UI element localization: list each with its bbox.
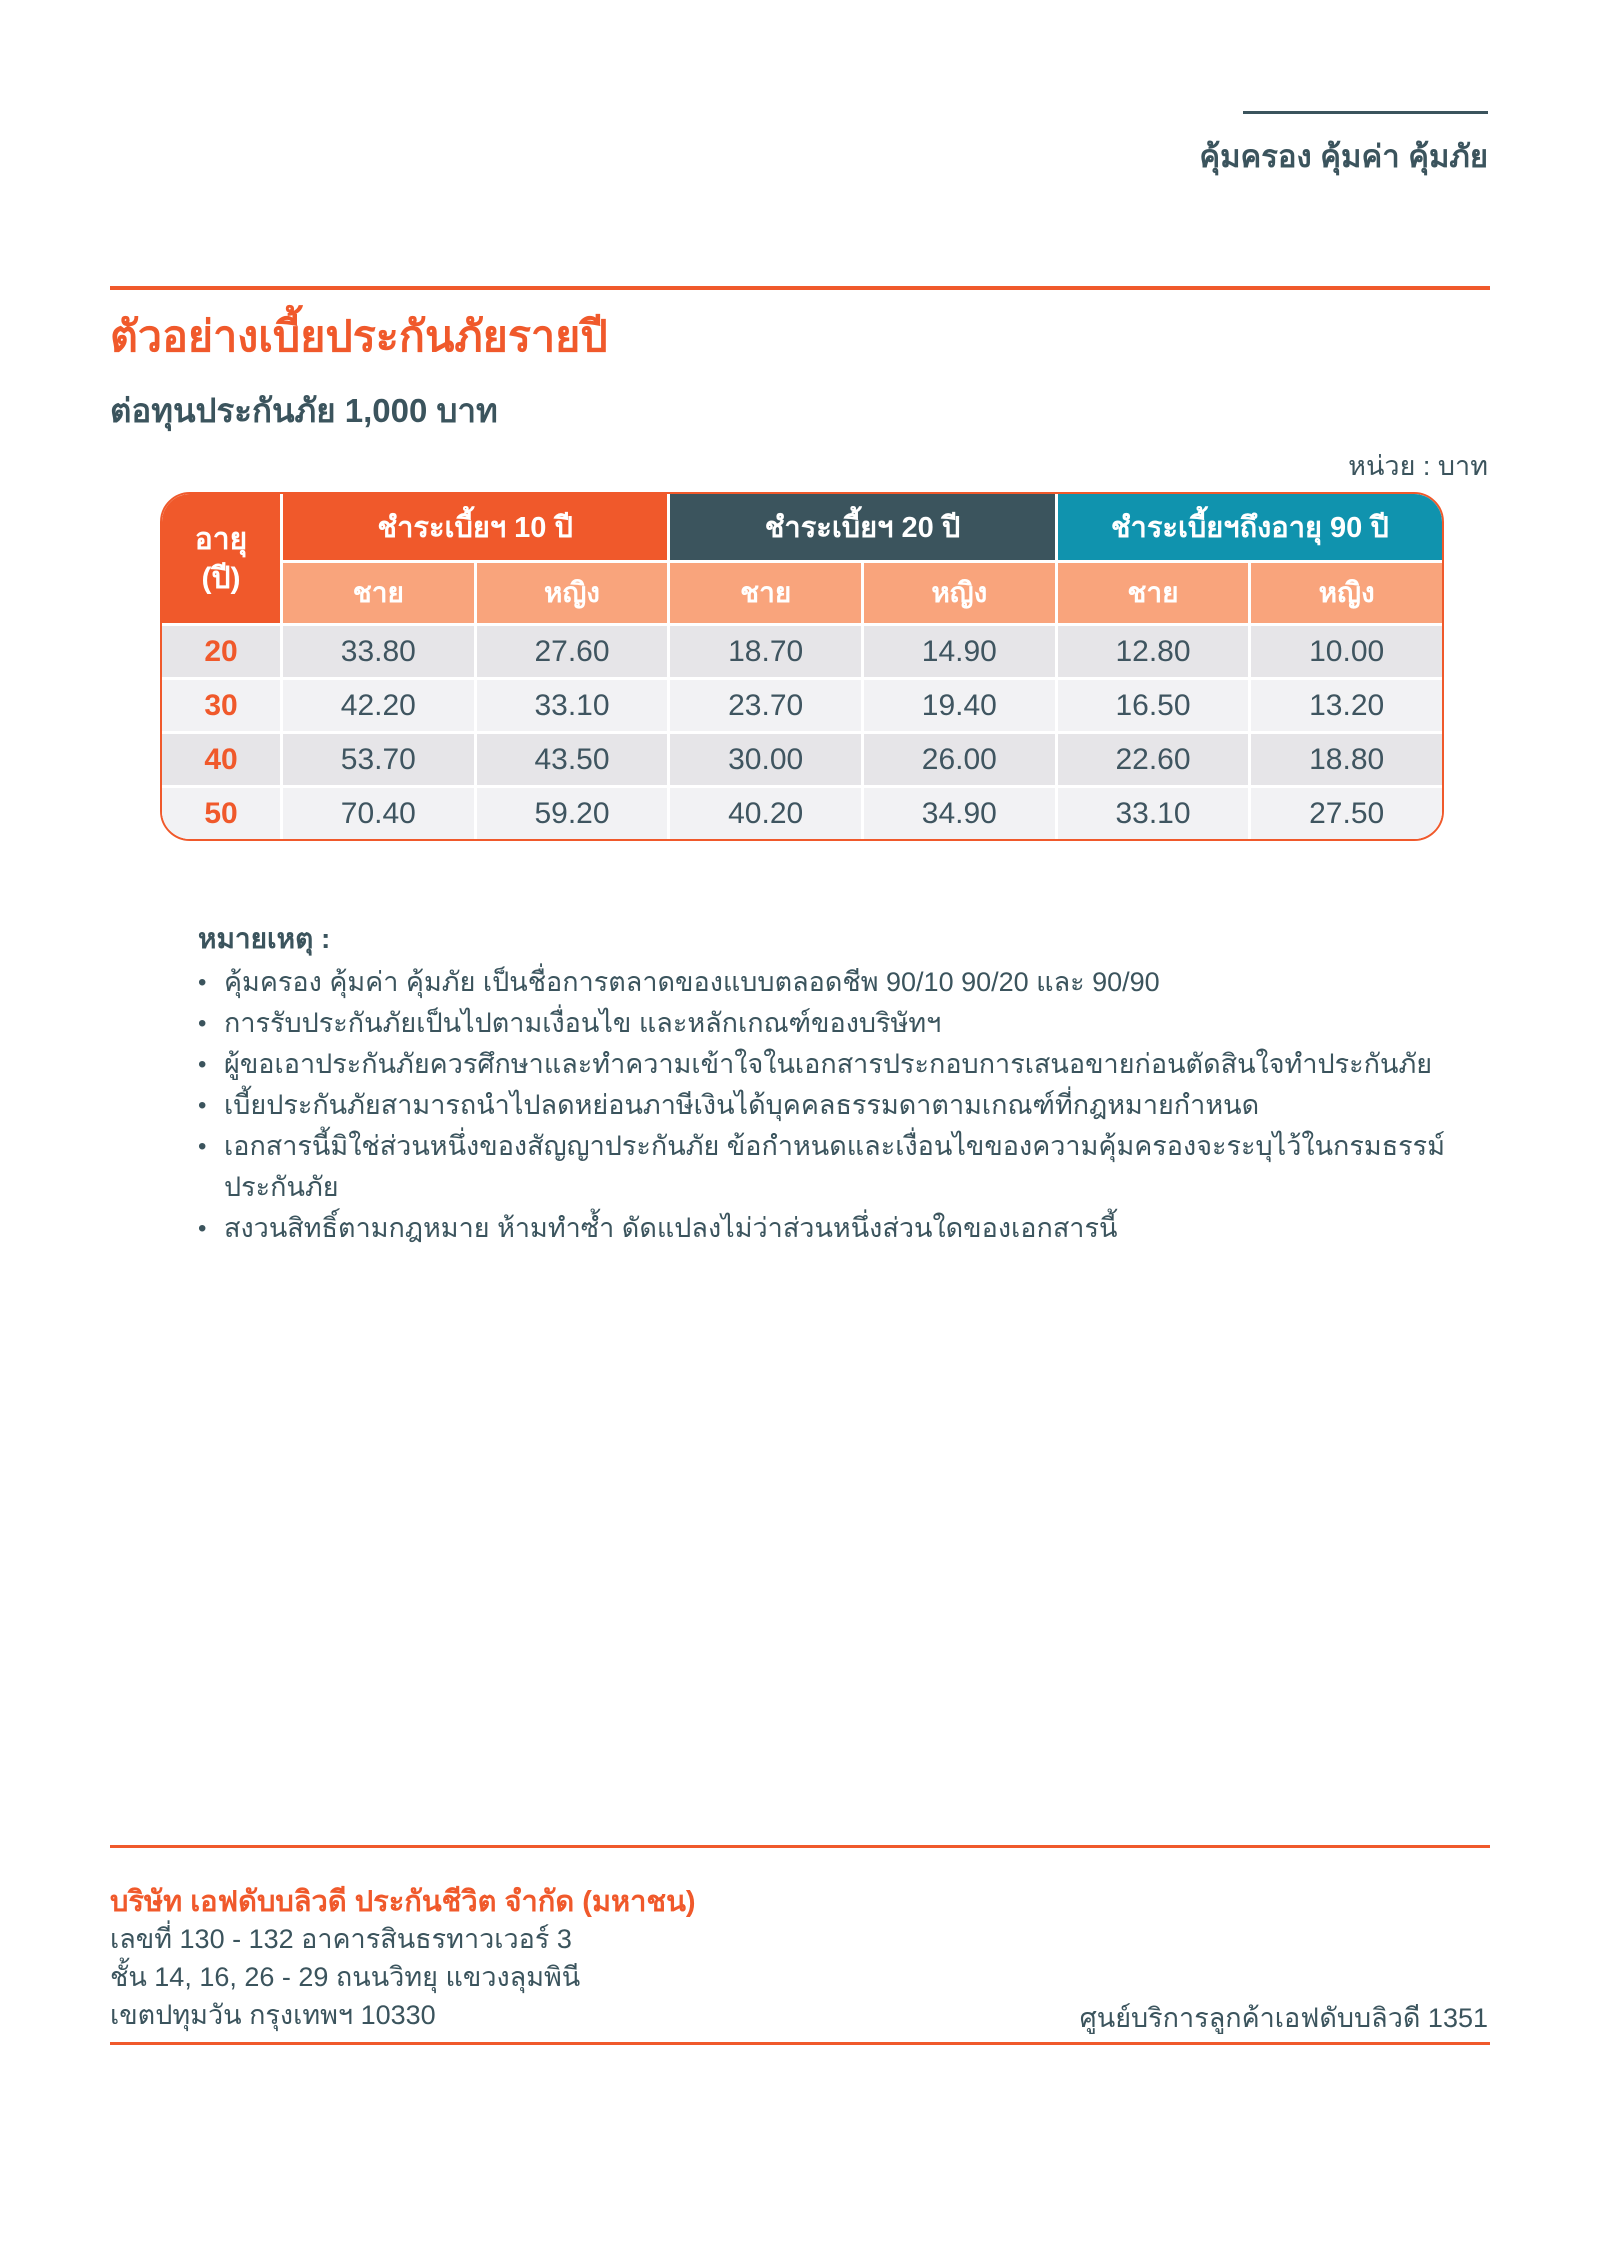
note-item [198,1003,1498,1044]
premium-value-cell: 40.20 [670,788,861,839]
premium-value-cell: 27.50 [1251,788,1442,839]
premium-value-cell: 23.70 [670,680,861,731]
premium-value-cell: 22.60 [1058,734,1249,785]
note-item [198,962,1498,1003]
premium-value-cell: 33.80 [283,626,474,677]
premium-value-cell: 18.80 [1251,734,1442,785]
premium-value-cell: 33.10 [477,680,668,731]
company-name: บริษัท เอฟดับบลิวดี ประกันชีวิต จำกัด (มหาชน) [110,1886,696,1918]
note-text: คุ้มครอง คุ้มค่า คุ้มภัย เป็นชื่อการตลาดของแบบตลอดชีพ 90/10 90/20 และ 90/90 [224,967,1160,997]
note-item [198,1044,1498,1085]
bullet-icon: • [198,1010,207,1037]
premium-value-cell: 13.20 [1251,680,1442,731]
bullet-icon: • [198,1051,207,1078]
title-divider [110,286,1490,290]
gender-subheader: ชาย [670,563,861,623]
age-cell: 50 [162,788,280,839]
payment-group-header-2: ชำระเบี้ยฯ 20 ปี [670,494,1054,560]
premium-table [160,492,1444,841]
gender-subheader: ชาย [283,563,474,623]
premium-value-cell: 26.00 [864,734,1055,785]
premium-value-cell: 43.50 [477,734,668,785]
footer-bottom-divider [110,2042,1490,2045]
premium-value-cell: 12.80 [1058,626,1249,677]
premium-value-cell: 70.40 [283,788,474,839]
bullet-icon: • [198,1092,207,1119]
bullet-icon: • [198,969,207,996]
age-cell: 20 [162,626,280,677]
note-text: เอกสารนี้มิใช่ส่วนหนึ่งของสัญญาประกันภัย ข้อกำหนดและเงื่อนไขของความคุ้มครองจะระบุไว้ในกรมธรรม์ประกันภัย [224,1131,1445,1202]
premium-value-cell: 27.60 [477,626,668,677]
customer-service-line: ศูนย์บริการลูกค้าเอฟดับบลิวดี 1351 [1079,2003,1488,2033]
page-subtitle: ต่อทุนประกันภัย 1,000 บาท [110,392,498,429]
gender-subheader: หญิง [1251,563,1442,623]
gender-subheader: หญิง [477,563,668,623]
premium-value-cell: 10.00 [1251,626,1442,677]
premium-value-cell: 53.70 [283,734,474,785]
address-line: ชั้น 14, 16, 26 - 29 ถนนวิทยุ แขวงลุมพินี [110,1962,581,1992]
notes-list [198,962,1498,1249]
notes-heading: หมายเหตุ : [198,923,331,954]
bullet-icon: • [198,1133,207,1160]
note-text: การรับประกันภัยเป็นไปตามเงื่อนไข และหลักเกณฑ์ของบริษัทฯ [224,1008,942,1038]
address-line: เขตปทุมวัน กรุงเทพฯ 10330 [110,2000,436,2030]
tagline-divider [1243,111,1488,114]
note-item [198,1126,1498,1208]
payment-group-header-1: ชำระเบี้ยฯ 10 ปี [283,494,667,560]
payment-group-header-3: ชำระเบี้ยฯถึงอายุ 90 ปี [1058,494,1442,560]
address-line: เลขที่ 130 - 132 อาคารสินธรทาวเวอร์ 3 [110,1924,572,1954]
gender-subheader: หญิง [864,563,1055,623]
brand-tagline: คุ้มครอง คุ้มค่า คุ้มภัย [1199,139,1488,174]
footer-top-divider [110,1845,1490,1848]
age-cell: 30 [162,680,280,731]
note-text: สงวนสิทธิ์ตามกฎหมาย ห้ามทำซ้ำ ดัดแปลงไม่ว่าส่วนหนึ่งส่วนใดของเอกสารนี้ [224,1213,1118,1243]
premium-value-cell: 33.10 [1058,788,1249,839]
premium-value-cell: 18.70 [670,626,861,677]
premium-value-cell: 19.40 [864,680,1055,731]
premium-value-cell: 30.00 [670,734,861,785]
note-text: เบี้ยประกันภัยสามารถนำไปลดหย่อนภาษีเงินได้บุคคลธรรมดาตามเกณฑ์ที่กฎหมายกำหนด [224,1090,1260,1120]
note-text: ผู้ขอเอาประกันภัยควรศึกษาและทำความเข้าใจในเอกสารประกอบการเสนอขายก่อนตัดสินใจทำประกันภัย [224,1049,1433,1079]
age-header-line1: อายุ [194,522,248,556]
bullet-icon: • [198,1215,207,1242]
premium-value-cell: 34.90 [864,788,1055,839]
page-title: ตัวอย่างเบี้ยประกันภัยรายปี [110,313,608,361]
notes-section [198,916,1498,1249]
premium-value-cell: 42.20 [283,680,474,731]
company-address [110,1920,580,2034]
unit-label: หน่วย : บาท [1348,451,1488,481]
premium-value-cell: 59.20 [477,788,668,839]
note-item [198,1085,1498,1126]
note-item [198,1208,1498,1249]
premium-table-grid [162,494,1442,839]
premium-value-cell: 16.50 [1058,680,1249,731]
age-header-line2: (ปี) [201,561,241,595]
gender-subheader: ชาย [1058,563,1249,623]
premium-value-cell: 14.90 [864,626,1055,677]
age-column-header [162,494,280,623]
age-cell: 40 [162,734,280,785]
